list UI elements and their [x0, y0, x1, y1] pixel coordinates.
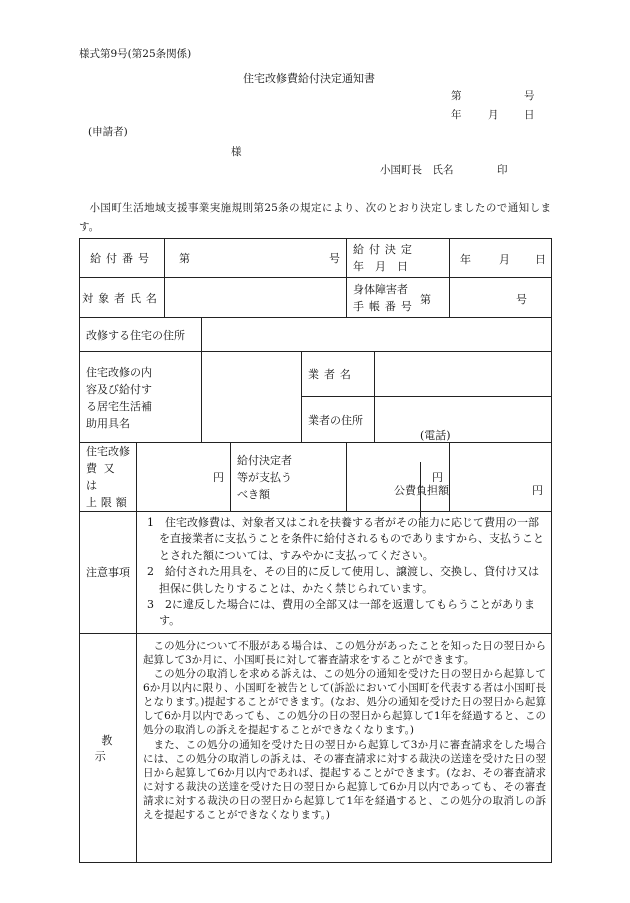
issuer-title: 小国町長 氏名: [380, 164, 454, 176]
content-value-cell: [202, 352, 302, 443]
payment-number-gou: 号: [329, 252, 340, 265]
payment-number-label: 給付番号: [90, 252, 154, 265]
public-label: 公費負担額: [394, 484, 449, 497]
notes-label-cell: [80, 512, 137, 634]
limit-label-line3: 上限額: [86, 496, 131, 509]
intro-text: 小国町生活地域支援事業実施規則第25条の規定により、次のとおり決定しましたので通知します。: [79, 202, 551, 233]
content-label-line4: 助用具名: [86, 417, 130, 430]
kyouji-label: 教示: [94, 733, 128, 763]
payment-number-cell: [165, 239, 347, 278]
payer-label-cell: [231, 443, 347, 512]
honorific: 様: [231, 146, 242, 158]
payer-label-line3: べき額: [237, 487, 270, 501]
handbook-label-line2: 手帳番号: [353, 299, 417, 313]
note-item: 1 住宅改修費は、対象者又はこれを扶養する者がその能力に応じて費用の一部を直接業者に支払うことを条件に給付されるものでありますから、支払うこととされた額については、すみやかに支払ってください。: [147, 516, 544, 562]
note-item: 3 2に違反した場合には、費用の全部又は一部を返還してもらうことがあります。: [147, 598, 535, 628]
address-label: 改修する住宅の住所: [86, 328, 185, 342]
address-label-cell: [80, 318, 202, 352]
vendor-name-label: 業者名: [308, 368, 356, 381]
handbook-number-cell: [420, 278, 552, 318]
decision-date-year: 年: [460, 253, 471, 266]
handbook-label-line1: 身体障害者: [353, 282, 408, 296]
limit-label-line2: 費又は: [86, 462, 122, 492]
recipient-label-cell: [80, 278, 165, 318]
handbook-dai: 第: [420, 293, 431, 306]
payer-value-cell: [347, 443, 450, 512]
decision-date-month: 月: [499, 253, 510, 266]
notes-cell: [137, 512, 552, 634]
decision-date-label-cell: [347, 239, 450, 278]
public-cell: [450, 443, 552, 512]
decision-date-label-line1: 給付決定: [353, 243, 417, 256]
doc-number-dai: 第: [451, 90, 462, 102]
kyouji-paragraph: この処分の取消しを求める訴えは、この処分の通知を受けた日の翌日から起算して6か月以内に限り、小国町を被告として(訴訟において小国町を代表する者は小国町長となります。)提起することができます。(なお、処分の通知を受けた日の翌日から起算して6か月以内であっても、この処分の日の翌日から起算して1年を経過すると、この処分の取消しの訴えを提起することができなくなります。): [143, 668, 546, 737]
vendor-address-label-cell: [302, 397, 375, 443]
content-label-cell: [80, 352, 202, 443]
issuer-seal: 印: [497, 164, 508, 176]
kyouji-paragraph: この処分について不服がある場合は、この処分があったことを知った日の翌日から起算して3か月に、小国町長に対して審査請求をすることができます。: [143, 639, 546, 666]
notes-label: 注意事項: [86, 566, 130, 580]
payer-label-line2: 等が支払う: [237, 470, 292, 484]
recipient-label: 対象者氏名: [82, 291, 162, 305]
payer-unit: 円: [432, 471, 443, 484]
handbook-label-cell: [347, 278, 450, 318]
kyouji-label-cell: [80, 633, 137, 862]
limit-label-line1: 住宅改修: [86, 445, 130, 458]
vendor-name-label-cell: [302, 352, 375, 397]
payment-number-dai: 第: [179, 252, 190, 265]
vendor-name-value-cell: [375, 352, 552, 397]
payer-label-line1: 給付決定者: [237, 453, 292, 467]
phone-label: (電話): [420, 429, 451, 442]
doc-date-day: 日: [524, 109, 535, 121]
kyouji-paragraph: また、この処分の通知を受けた日の翌日から起算して3か月に審査請求をした場合には、この処分の取消しの訴えは、その審査請求に対する裁決の送達を受けた日の翌日から起算して6か月以内であれば、提起することができます。(なお、その審査請求に対する裁決の送達を受けた日の翌日から起算して6か月以内であっても、その審査請求に対する裁決の日の翌日から起算して1年を経過すると、この処分の取消しの訴えを提起することができなくなります。): [143, 738, 546, 821]
note-item: 2 給付された用具を、その目的に反して使用し、譲渡し、交換し、貸付け又は担保に供したりすることは、かたく禁じられています。: [147, 565, 539, 595]
limit-label-cell: [80, 443, 137, 512]
content-label-line1: 住宅改修の内: [86, 366, 152, 379]
doc-date-year: 年: [451, 109, 462, 121]
handbook-gou: 号: [516, 293, 527, 306]
limit-unit: 円: [213, 471, 224, 484]
vendor-address-label: 業者の住所: [308, 413, 363, 427]
form-code: 様式第9号(第25条関係): [79, 48, 192, 60]
applicant-label: (申請者): [88, 126, 128, 138]
kyouji-cell: [137, 633, 552, 862]
payment-number-label-cell: [80, 239, 165, 278]
doc-date-month: 月: [488, 109, 499, 121]
decision-table: [79, 238, 552, 863]
limit-value-cell: [137, 443, 231, 512]
doc-number-gou: 号: [524, 90, 535, 102]
content-label-line3: る居宅生活補: [86, 400, 152, 413]
public-unit: 円: [532, 484, 543, 497]
decision-date-day: 日: [535, 253, 546, 266]
decision-date-label-line2: 年 月 日: [353, 260, 408, 273]
vendor-address-value-cell: [375, 397, 552, 443]
address-value-cell: [202, 318, 552, 352]
document-title: 住宅改修費給付決定通知書: [243, 72, 375, 85]
decision-date-cell: [450, 239, 552, 278]
recipient-value-cell: [165, 278, 347, 318]
content-label-line2: 容及び給付す: [86, 383, 152, 396]
